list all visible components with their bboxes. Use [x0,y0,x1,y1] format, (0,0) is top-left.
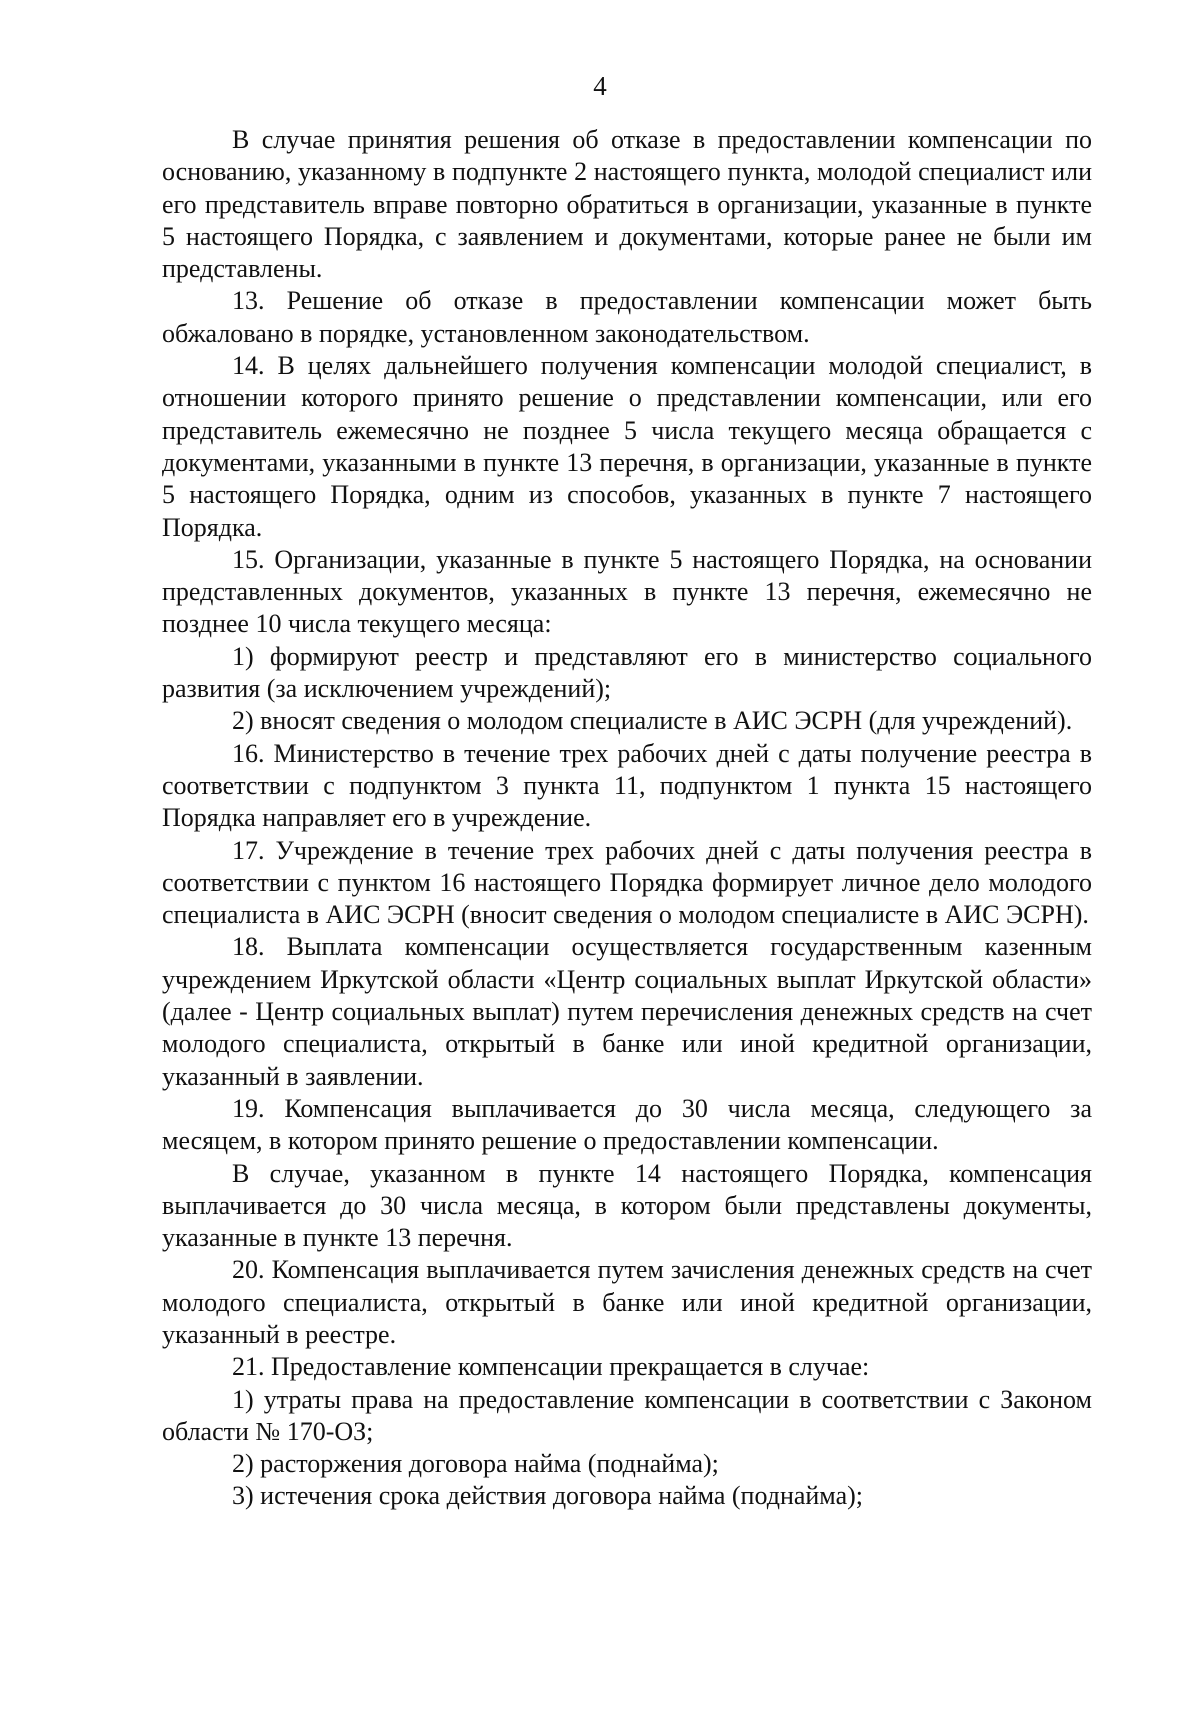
paragraph-17: 17. Учреждение в течение трех рабочих дней с даты получения реестра в соответствии с пунктом 16 настоящего Порядка формирует личное дело молодого специалиста в АИС ЭСРН (вносит сведения о молодом специалисте в АИС ЭСРН). [162,835,1092,930]
paragraph-21: 21. Предоставление компенсации прекращается в случае: [232,1352,870,1382]
paragraph-15-item-2: 2) вносят сведения о молодом специалисте в АИС ЭСРН (для учреждений). [232,706,1073,736]
page-number: 4 [593,71,607,101]
paragraph-refusal-resubmission: В случае принятия решения об отказе в предоставлении компенсации по основанию, указанному в подпункте 2 настоящего пункта, молодой специалист или его представитель вправе повторно обратиться в организации, указанные в пункте 5 настоящего Порядка, с заявлением и документами, которые ранее не были им представлены. [162,125,1092,284]
paragraph-20: 20. Компенсация выплачивается путем зачисления денежных средств на счет молодого специалиста, открытый в банке или иной кредитной организации, указанный в реестре. [162,1255,1092,1349]
paragraph-19: 19. Компенсация выплачивается до 30 числа месяца, следующего за месяцем, в котором принято решение о предоставлении компенсации. [162,1093,1092,1156]
paragraph-15-item-1: 1) формируют реестр и представляют его в министерство социального развития (за исключением учреждений); [162,641,1092,704]
paragraph-14: 14. В целях дальнейшего получения компенсации молодой специалист, в отношении которого принято решение о представлении компенсации, или его представитель ежемесячно не позднее 5 числа текущего месяца обращается с документами, указанными в пункте 13 перечня, в организации, указанные в пункте 5 настоящего Порядка, одним из способов, указанных в пункте 7 настоящего Порядка. [162,351,1092,542]
paragraph-15: 15. Организации, указанные в пункте 5 настоящего Порядка, на основании представленных документов, указанных в пункте 13 перечня, ежемесячно не позднее 10 числа текущего месяца: [162,544,1092,639]
paragraph-16: 16. Министерство в течение трех рабочих дней с даты получение реестра в соответствии с подпунктом 3 пункта 11, подпунктом 1 пункта 15 настоящего Порядка направляет его в учреждение. [162,738,1092,833]
paragraph-21-item-2: 2) расторжения договора найма (поднайма); [232,1449,719,1479]
paragraph-13: 13. Решение об отказе в предоставлении компенсации может быть обжаловано в порядке, установленном законодательством. [162,286,1092,348]
paragraph-19-case: В случае, указанном в пункте 14 настоящего Порядка, компенсация выплачивается до 30 числа месяца, в котором были представлены документы, указанные в пункте 13 перечня. [162,1158,1092,1253]
document-body [162,124,1092,1513]
paragraph-21-item-3: 3) истечения срока действия договора найма (поднайма); [232,1481,864,1511]
paragraph-18: 18. Выплата компенсации осуществляется государственным казенным учреждением Иркутской области «Центр социальных выплат Иркутской области» (далее - Центр социальных выплат) путем перечисления денежных средств на счет молодого специалиста, открытый в банке или иной кредитной организации, указанный в заявлении. [162,932,1092,1091]
paragraph-21-item-1: 1) утраты права на предоставление компенсации в соответствии с Законом области № 170-ОЗ; [162,1384,1092,1446]
